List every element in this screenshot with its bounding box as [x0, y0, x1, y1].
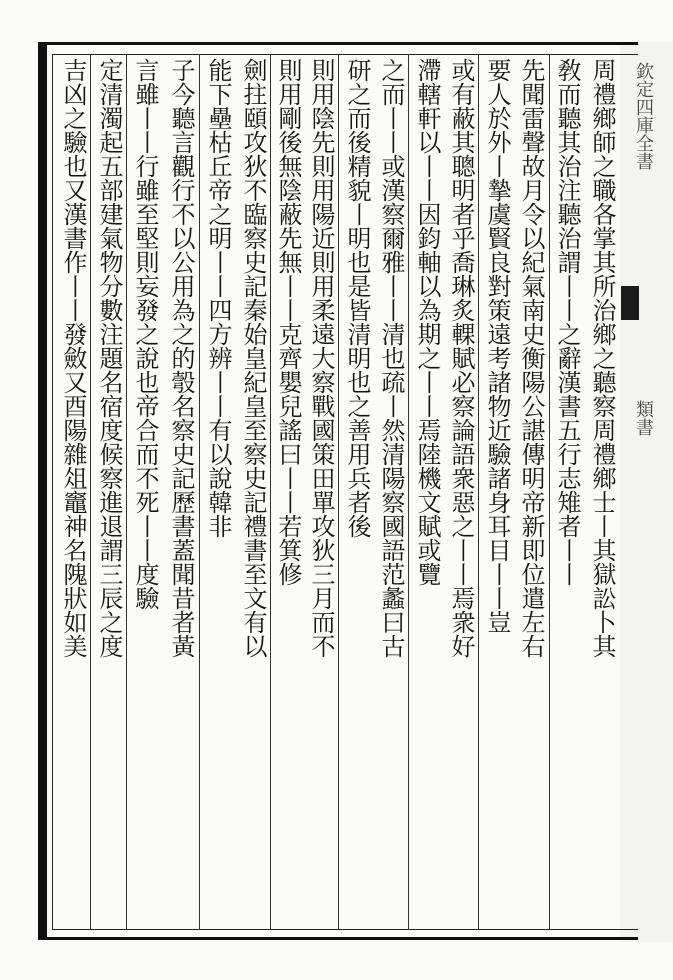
column-rule — [408, 54, 409, 930]
text-column-11: 劍拄頤攻狄不臨察史記秦始皇紀皇至察史記禮書至文有以 — [239, 58, 267, 658]
text-column-6: 滯轄軒以丨丨因鈞軸以為期之丨丨焉陸機文賦或覽 — [413, 58, 441, 586]
text-column-7: 之而丨丨或漢察爾雅丨丨清也疏丨然清陽察國語范蠡曰古 — [377, 58, 405, 658]
column-rule — [338, 54, 339, 930]
text-column-14: 言雖丨丨行雖至堅則妄發之說也帝合而不死丨丨度驗 — [131, 58, 159, 610]
text-column-12: 能下壘枯丘帝之明丨丨四方辨丨丨有以說韓非 — [204, 58, 232, 538]
text-column-1: 周禮鄉師之職各掌其所治鄉之聽察周禮鄉士丨其獄訟卜其 — [588, 58, 616, 658]
text-column-8: 研之而後精貌丨明也是皆清明也之善用兵者後 — [343, 58, 371, 538]
text-column-15: 定清濁起五部建氣物分數注題名宿度候察進退謂三辰之度 — [95, 58, 123, 658]
side-category: 類書 — [633, 400, 654, 436]
text-column-4: 要人於外丨摯虞賢良對策遠考諸物近驗諸身耳目丨丨豈 — [483, 58, 511, 634]
text-column-9: 則用陰先則用陽近則用柔遠大察戰國策田單攻狄三月而不 — [307, 58, 335, 658]
text-column-5: 或有蔽其聰明者乎喬琳炙輠賦必察論語衆惡之丨丨焉衆好 — [447, 58, 475, 658]
column-rule — [126, 54, 127, 930]
column-rule — [478, 54, 479, 930]
text-column-2: 敎而聽其治注聽治謂丨丨之辭漢書五行志雉者丨丨 — [553, 58, 581, 586]
text-column-3: 先聞雷聲故月令以紀氣南史衡陽公諶傳明帝新即位遣左右 — [517, 58, 545, 658]
text-column-10: 則用剛後無陰蔽先無丨丨克齊嬰兒謠曰丨丨若箕修 — [274, 58, 302, 586]
column-rule — [90, 54, 91, 930]
page-edge-tab — [621, 286, 639, 320]
text-column-16: 吉凶之驗也又漢書作丨丨發斂又酉陽雜俎竈神名隗狀如美 — [59, 58, 87, 658]
text-column-13: 子今聽言觀行不以公用為之的彀名察史記歷書蓋聞昔者黃 — [167, 58, 195, 658]
side-title: 欽定四庫全書 — [633, 62, 654, 170]
column-rule — [199, 54, 200, 930]
